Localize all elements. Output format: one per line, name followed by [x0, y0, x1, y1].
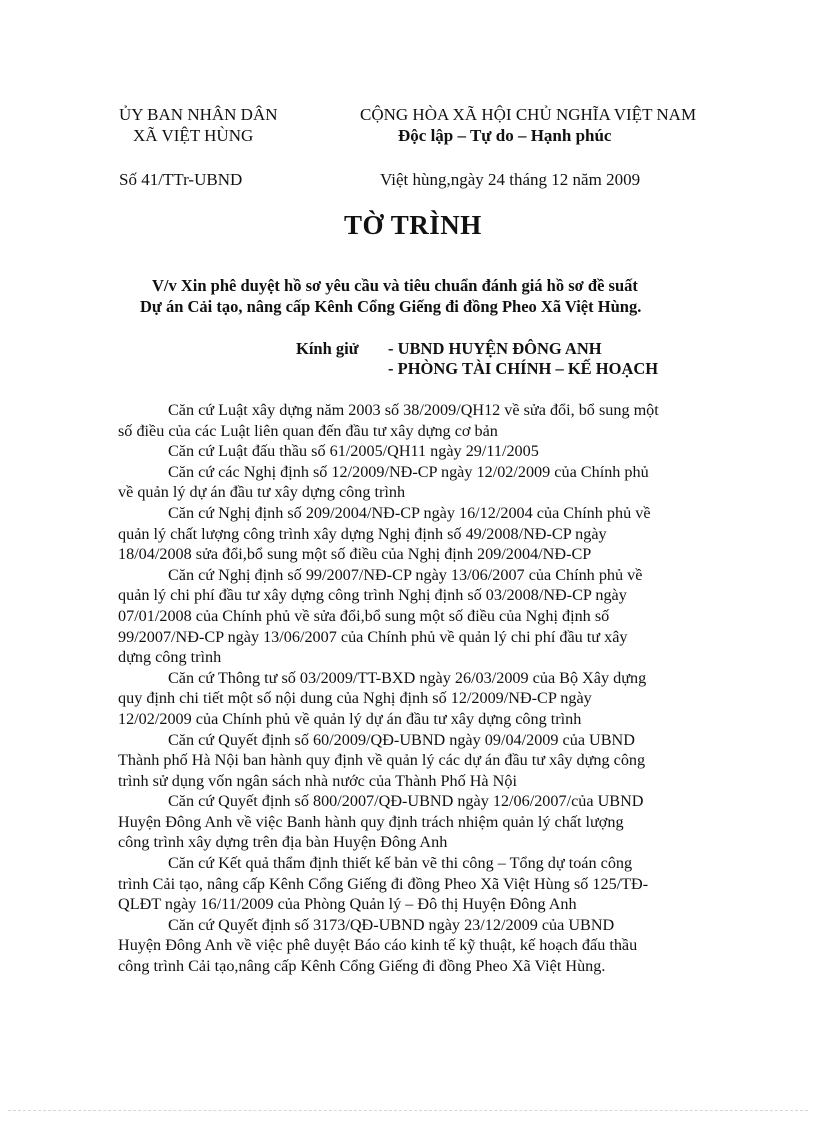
body-line: Căn cứ Quyết định số 60/2009/QĐ-UBND ngày 09/04/2009 của UBND — [168, 730, 635, 749]
body-line: quy định chi tiết một số nội dung của Nghị định số 12/2009/NĐ-CP ngày — [118, 689, 592, 708]
body-line: số điều của các Luật liên quan đến đầu tư xây dựng cơ bản — [118, 421, 498, 440]
body-line: trình sử dụng vốn ngân sách nhà nước của Thành Phố Hà Nội — [118, 771, 517, 790]
recipient-item: - PHÒNG TÀI CHÍNH – KẾ HOẠCH — [388, 359, 659, 378]
body-line: công trình Cải tạo,nâng cấp Kênh Cổng Giếng đi đồng Pheo Xã Việt Hùng. — [118, 957, 606, 976]
paragraph — [118, 668, 698, 730]
body-line: Căn cứ Kết quả thẩm định thiết kế bản vẽ thi công – Tổng dự toán công — [168, 854, 633, 873]
body-line: 07/01/2008 của Chính phủ về sửa đổi,bổ sung một số điều của Nghị định số — [118, 606, 610, 625]
body-line: trình Cải tạo, nâng cấp Kênh Cổng Giếng đi đồng Pheo Xã Việt Hùng số 125/TĐ- — [118, 874, 649, 893]
body-line: quản lý chất lượng công trình xây dựng Nghị định số 49/2008/NĐ-CP ngày — [118, 524, 607, 543]
body-line: 12/02/2009 của Chính phủ về quản lý dự án đầu tư xây dựng công trình — [118, 709, 582, 728]
paragraph — [118, 441, 698, 462]
page-bottom-divider — [8, 1110, 808, 1111]
body-line: Căn cứ Quyết định số 800/2007/QĐ-UBND ngày 12/06/2007/của UBND — [168, 792, 644, 811]
paragraph — [118, 462, 698, 503]
body-line: Căn cứ Nghị định số 99/2007/NĐ-CP ngày 13/06/2007 của Chính phủ về — [168, 565, 643, 584]
document-body — [118, 400, 698, 977]
subject-line-1: V/v Xin phê duyệt hồ sơ yêu cầu và tiêu chuẩn đánh giá hồ sơ đề suất — [152, 276, 638, 295]
paragraph — [118, 565, 698, 668]
body-line: Căn cứ Thông tư số 03/2009/TT-BXD ngày 26/03/2009 của Bộ Xây dựng — [168, 668, 647, 687]
body-line: công trình xây dựng trên địa bàn Huyện Đông Anh — [118, 833, 448, 852]
body-line: Thành phố Hà Nội ban hành quy định về quản lý các dự án đầu tư xây dựng công — [118, 751, 646, 770]
document-title: TỜ TRÌNH — [344, 210, 482, 240]
body-line: 99/2007/NĐ-CP ngày 13/06/2007 của Chính phủ về quản lý chi phí đầu tư xây — [118, 627, 628, 646]
body-line: Huyện Đông Anh về việc Banh hành quy định trách nhiệm quản lý chất lượng — [118, 812, 624, 831]
recipients-label: Kính giử — [296, 339, 359, 358]
body-line: Căn cứ Nghị định số 209/2004/NĐ-CP ngày 16/12/2004 của Chính phủ về — [168, 503, 651, 522]
subject-line-2: Dự án Cải tạo, nâng cấp Kênh Cổng Giếng đi đồng Pheo Xã Việt Hùng. — [140, 297, 642, 316]
paragraph — [118, 503, 698, 565]
body-line: QLĐT ngày 16/11/2009 của Phòng Quản lý – Đô thị Huyện Đông Anh — [118, 895, 577, 914]
issuer-commune: XÃ VIỆT HÙNG — [133, 126, 254, 145]
body-line: Căn cứ Luật xây dựng năm 2003 số 38/2009/QH12 về sửa đổi, bổ sung một — [168, 401, 659, 419]
body-line: 18/04/2008 sửa đổi,bổ sung một số điều của Nghị định 209/2004/NĐ-CP — [118, 545, 592, 564]
body-line: Căn cứ các Nghị định số 12/2009/NĐ-CP ngày 12/02/2009 của Chính phủ — [168, 462, 649, 481]
paragraph — [118, 791, 698, 853]
recipient-item: - UBND HUYỆN ĐÔNG ANH — [388, 339, 602, 358]
paragraph — [118, 853, 698, 915]
body-line: Căn cứ Quyết định số 3173/QĐ-UBND ngày 23/12/2009 của UBND — [168, 915, 615, 934]
body-line: dựng công trình — [118, 648, 222, 667]
national-motto: Độc lập – Tự do – Hạnh phúc — [398, 126, 612, 145]
national-title: CỘNG HÒA XÃ HỘI CHỦ NGHĨA VIỆT NAM — [360, 105, 697, 124]
paragraph — [118, 915, 698, 977]
paragraph — [118, 730, 698, 792]
body-line: Huyện Đông Anh về việc phê duyệt Báo cáo kinh tế kỹ thuật, kế hoạch đấu thầu — [118, 936, 638, 955]
body-line: về quản lý dự án đầu tư xây dựng công trình — [118, 483, 406, 502]
issuer-name: ỦY BAN NHÂN DÂN — [119, 105, 278, 124]
place-and-date: Việt hùng,ngày 24 tháng 12 năm 2009 — [380, 170, 641, 189]
body-line: quản lý chi phí đầu tư xây dựng công trình Nghị định số 03/2008/NĐ-CP ngày — [118, 586, 627, 605]
document-number: Số 41/TTr-UBND — [119, 170, 243, 189]
paragraph — [118, 400, 698, 441]
body-line: Căn cứ Luật đấu thầu số 61/2005/QH11 ngày 29/11/2005 — [168, 442, 539, 461]
